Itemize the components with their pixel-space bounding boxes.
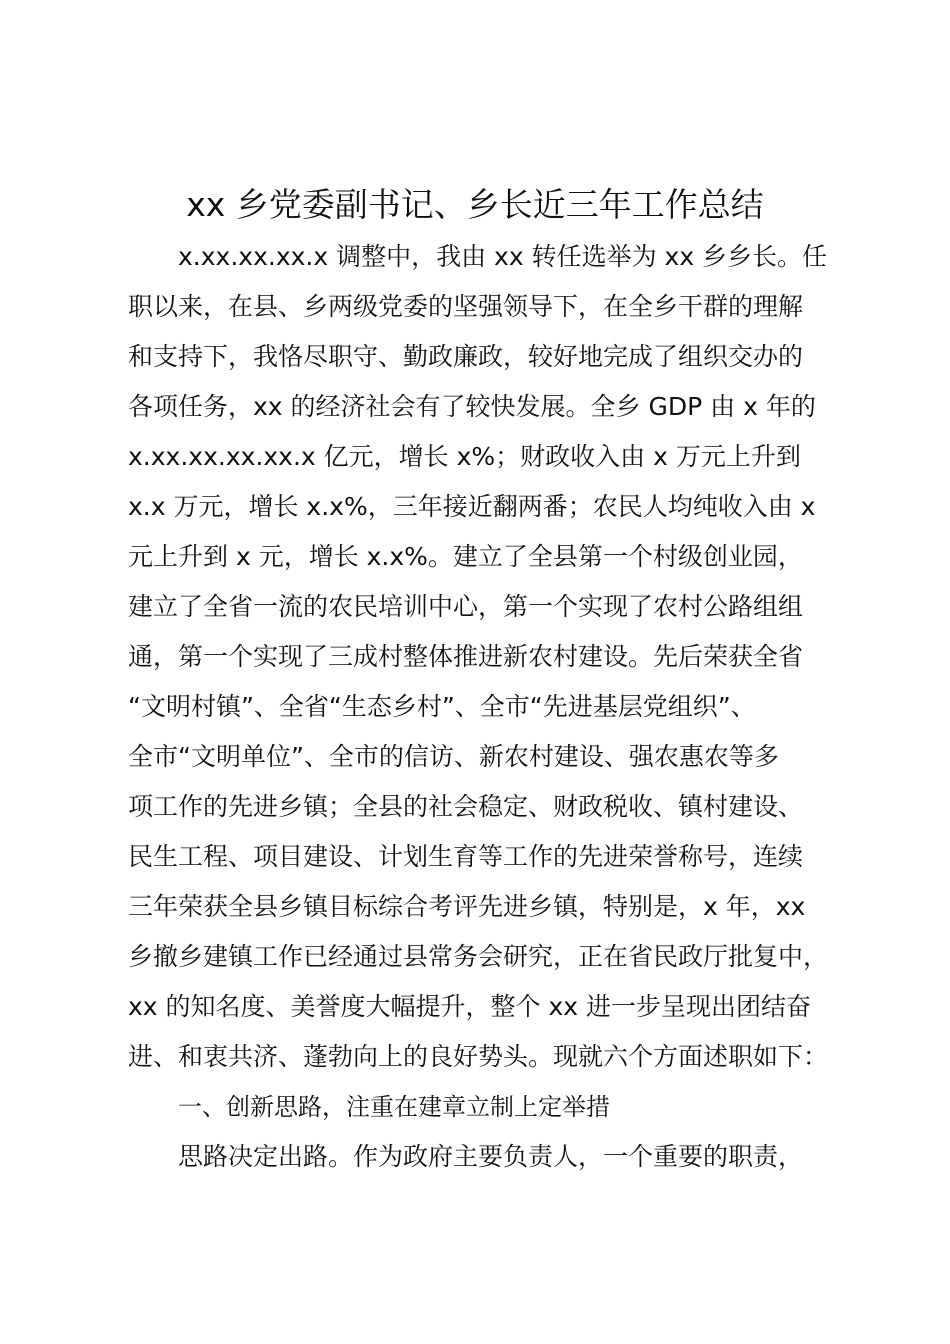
paragraph-line: 思路决定出路。作为政府主要负责人，一个重要的职责， [178,1142,804,1171]
section-heading: 一、创新思路，注重在建章立制上定举措 [178,1093,610,1121]
paragraph-line: 全市“文明单位”、全市的信访、新农村建设、强农惠农等多 [128,742,779,771]
document-title: xx 乡党委副书记、乡长近三年工作总结 [186,185,764,224]
paragraph-line: x.xx.xx.xx.x 调整中，我由 xx 转任选举为 xx 乡乡长。任 [178,242,828,271]
paragraph-line: 职以来，在县、乡两级党委的坚强领导下，在全乡干群的理解 [128,292,804,321]
paragraph-line: 和支持下，我恪尽职守、勤政廉政，较好地完成了组织交办的 [128,342,804,371]
paragraph-line: xx 的知名度、美誉度大幅提升，整个 xx 进一步呈现出团结奋 [128,992,812,1021]
paragraph-line: 各项任务，xx 的经济社会有了较快发展。全乡 GDP 由 x 年的 [128,392,816,421]
paragraph-line: 通，第一个实现了三成村整体推进新农村建设。先后荣获全省 [128,642,804,671]
paragraph-line: 乡撤乡建镇工作已经通过县常务会研究，正在省民政厅批复中， [128,942,829,971]
paragraph-line: 民生工程、项目建设、计划生育等工作的先进荣誉称号，连续 [128,842,804,871]
paragraph-line: 进、和衷共济、蓬勃向上的良好势头。现就六个方面述职如下： [128,1042,829,1071]
paragraph-line: 项工作的先进乡镇；全县的社会稳定、财政税收、镇村建设、 [128,792,804,821]
paragraph-line: 建立了全省一流的农民培训中心，第一个实现了农村公路组组 [128,592,804,621]
paragraph-line: 元上升到 x 元，增长 x.x%。建立了全县第一个村级创业园， [128,542,803,571]
paragraph-line: x.xx.xx.xx.xx.x 亿元，增长 x%；财政收入由 x 万元上升到 [128,442,801,471]
paragraph-line: 三年荣获全县乡镇目标综合考评先进乡镇，特别是，x 年，xx [128,892,806,921]
paragraph-line: “文明村镇”、全省“生态乡村”、全市“先进基层党组织”、 [128,692,756,721]
paragraph-line: x.x 万元，增长 x.x%，三年接近翻两番；农民人均纯收入由 x [128,492,816,521]
document-body [128,232,848,1182]
